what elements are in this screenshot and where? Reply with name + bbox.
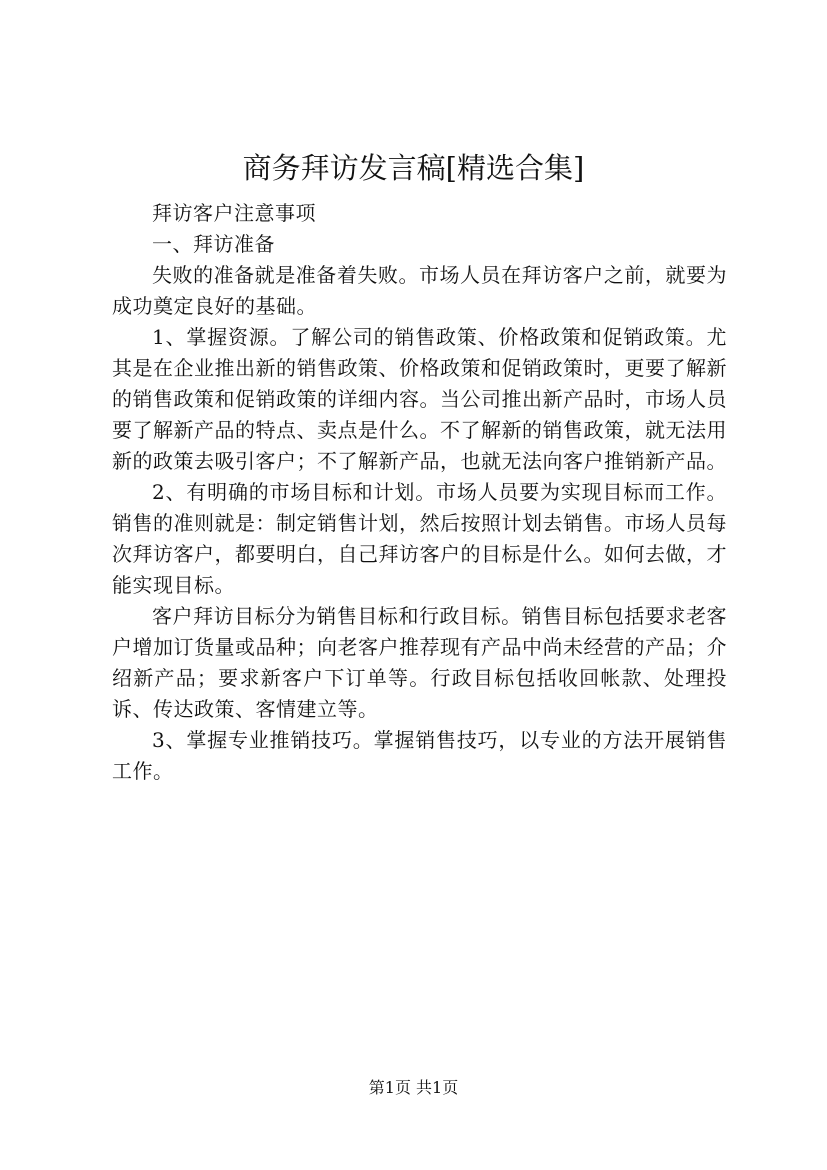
paragraph-item-3: 3、掌握专业推销技巧。掌握销售技巧，以专业的方法开展销售工作。	[112, 728, 727, 783]
paragraph-item-2: 2、有明确的市场目标和计划。市场人员要为实现目标而工作。销售的准则就是：制定销售计划，然后按照计划去销售。市场人员每次拜访客户，都要明白，自己拜访客户的目标是什么。如何去做，才能实现目标。	[112, 480, 727, 597]
document-title: 商务拜访发言稿[精选合集]	[242, 151, 585, 185]
paragraph-heading-notes: 拜访客户注意事项	[152, 201, 316, 225]
page-footer: 第1页 共1页	[368, 1078, 459, 1097]
document-body	[112, 198, 727, 787]
paragraph-preparation: 失败的准备就是准备着失败。市场人员在拜访客户之前，就要为成功奠定良好的基础。	[112, 263, 727, 318]
paragraph-item-1: 1、掌握资源。了解公司的销售政策、价格政策和促销政策。尤其是在企业推出新的销售政策、价格政策和促销政策时，更要了解新的销售政策和促销政策的详细内容。当公司推出新产品时，市场人员要了解新产品的特点、卖点是什么。不了解新的销售政策，就无法用新的政策去吸引客户；不了解新产品，也就无法向客户推销新产品。	[112, 325, 727, 473]
paragraph-targets: 客户拜访目标分为销售目标和行政目标。销售目标包括要求老客户增加订货量或品种；向老客户推荐现有产品中尚未经营的产品；介绍新产品；要求新客户下订单等。行政目标包括收回帐款、处理投诉、传达政策、客情建立等。	[112, 604, 727, 721]
paragraph-section-one: 一、拜访准备	[152, 232, 275, 256]
